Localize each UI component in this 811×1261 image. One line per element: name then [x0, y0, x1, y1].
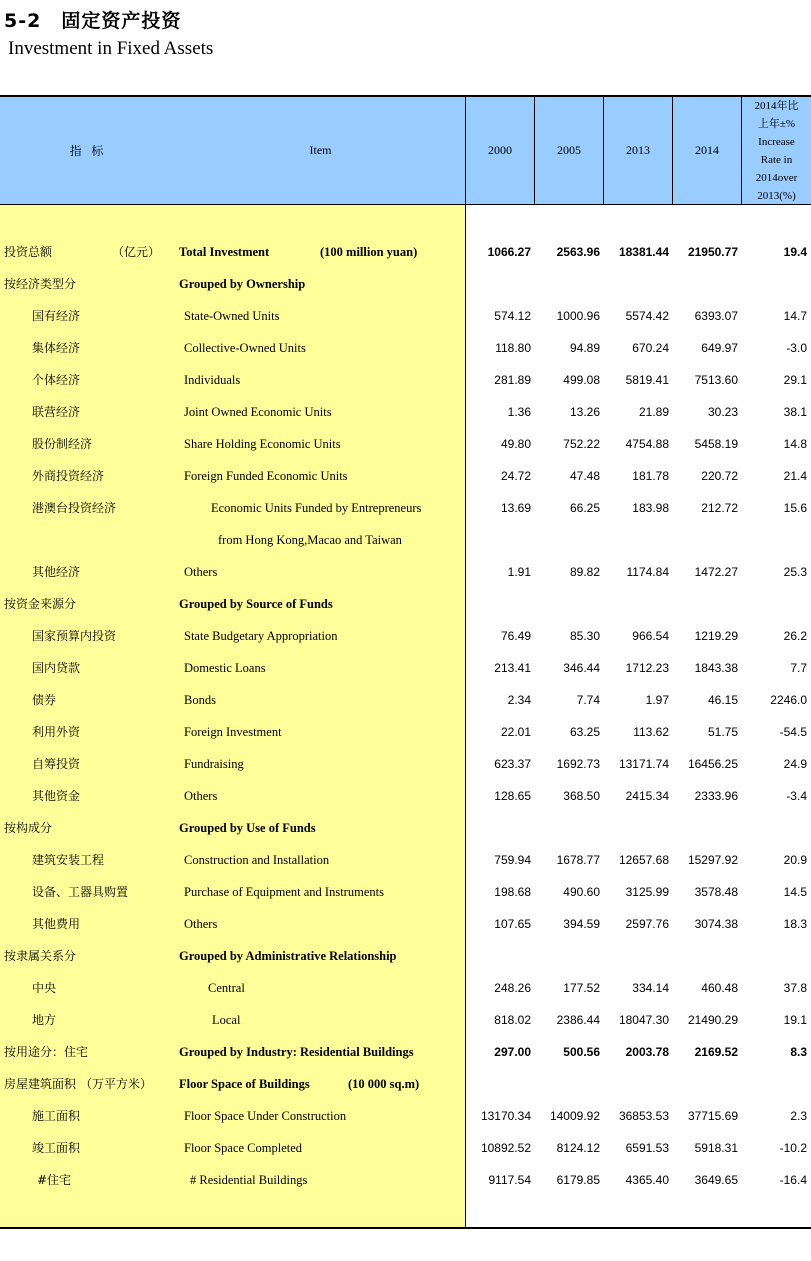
row-label-cn: 港澳台投资经济 [32, 501, 117, 515]
row-value: 21950.77 [687, 245, 738, 259]
table-row [0, 844, 811, 876]
table-row [0, 1164, 811, 1196]
row-value: 2246.0 [770, 693, 807, 707]
row-label-cn: 自筹投资 [32, 757, 81, 771]
row-label-cn: 债券 [32, 693, 57, 707]
rate-line: 2014年比 [754, 99, 799, 112]
row-label-cn: 按用途分：住宅 [4, 1045, 89, 1059]
row-value: 2003.78 [625, 1045, 669, 1059]
rate-line: Rate in [760, 153, 793, 166]
row-value: 1.91 [507, 565, 531, 579]
row-value: -16.4 [779, 1173, 807, 1187]
row-value: 24.72 [500, 469, 531, 483]
row-value: 183.98 [632, 501, 669, 515]
row-value: 13171.74 [618, 757, 669, 771]
row-label-en: Bonds [184, 693, 216, 707]
table-row [0, 940, 811, 972]
row-value: 2333.96 [694, 789, 738, 803]
row-value: 1066.27 [487, 245, 531, 259]
row-value: 38.1 [783, 405, 807, 419]
row-value: 7513.60 [694, 373, 738, 387]
row-value: 7.74 [576, 693, 600, 707]
row-value: 21.89 [638, 405, 669, 419]
row-label-cn: 个体经济 [32, 373, 81, 387]
row-label-en: Share Holding Economic Units [184, 437, 341, 451]
row-value: 94.89 [569, 341, 600, 355]
row-value: 24.9 [783, 757, 807, 771]
table-row [0, 620, 811, 652]
row-value: 1219.29 [694, 629, 738, 643]
row-value: 1.36 [507, 405, 531, 419]
row-value: 1.97 [645, 693, 669, 707]
row-label-cn: 国内贷款 [32, 661, 81, 675]
row-value: 14.7 [783, 309, 807, 323]
row-value: 10892.52 [480, 1141, 531, 1155]
row-value: 37715.69 [687, 1109, 738, 1123]
row-value: 220.72 [701, 469, 738, 483]
table-row [0, 588, 811, 620]
table-row [0, 908, 811, 940]
header-year-2000: 2000 [465, 97, 534, 204]
row-value: 346.44 [563, 661, 600, 675]
row-value: 37.8 [783, 981, 807, 995]
row-value: 6393.07 [694, 309, 738, 323]
row-label-en: Floor Space of Buildings [179, 1077, 310, 1091]
table-row [0, 1132, 811, 1164]
row-value: 6179.85 [556, 1173, 600, 1187]
table-row [0, 1100, 811, 1132]
table-header [0, 97, 811, 205]
row-label-en: Collective-Owned Units [184, 341, 306, 355]
row-label-en: Others [184, 789, 218, 803]
row-value: 49.80 [500, 437, 531, 451]
row-value: 2597.76 [625, 917, 669, 931]
row-label-cn: 建筑安装工程 [32, 853, 105, 867]
row-value: 623.37 [494, 757, 531, 771]
page-title-cn: 5-2 固定资产投资 [4, 10, 182, 32]
row-value: 29.1 [783, 373, 807, 387]
rate-line: Increase [758, 135, 795, 148]
row-value: 181.78 [632, 469, 669, 483]
row-label-en: from Hong Kong,Macao and Taiwan [218, 533, 402, 547]
row-label-cn: 联营经济 [32, 405, 81, 419]
row-value: 1678.77 [556, 853, 600, 867]
row-value: 85.30 [569, 629, 600, 643]
row-label-en: # Residential Buildings [190, 1173, 308, 1187]
row-unit-cn: （亿元） [112, 245, 161, 259]
row-value: 2.34 [507, 693, 531, 707]
row-label-cn: 股份制经济 [32, 437, 93, 451]
row-label-cn: 按隶属关系分 [4, 949, 77, 963]
row-value: 26.2 [783, 629, 807, 643]
table-row [0, 748, 811, 780]
row-value: 18381.44 [618, 245, 669, 259]
row-label-en: Total Investment [179, 245, 270, 259]
row-label-cn: 施工面积 [32, 1109, 81, 1123]
row-value: 499.08 [563, 373, 600, 387]
table-row [0, 972, 811, 1004]
row-label-cn: 利用外资 [32, 725, 81, 739]
row-label-en: Grouped by Administrative Relationship [179, 949, 397, 963]
row-label-cn: 竣工面积 [32, 1141, 81, 1155]
row-label-en: State Budgetary Appropriation [184, 629, 338, 643]
row-value: -54.5 [779, 725, 807, 739]
row-label-cn: 集体经济 [32, 341, 81, 355]
row-value: 19.1 [783, 1013, 807, 1027]
row-label-en: Fundraising [184, 757, 244, 771]
row-value: 25.3 [783, 565, 807, 579]
table-row [0, 524, 811, 556]
row-value: 18.3 [783, 917, 807, 931]
row-label-en: Grouped by Use of Funds [179, 821, 316, 835]
row-value: 13170.34 [480, 1109, 531, 1123]
row-value: 63.25 [569, 725, 600, 739]
row-label-cn: 国有经济 [32, 309, 81, 323]
row-value: -3.0 [786, 341, 807, 355]
row-unit-en: (100 million yuan) [320, 245, 418, 259]
row-value: 1472.27 [694, 565, 738, 579]
header-indicator: 指 标 [69, 144, 107, 158]
table-row [0, 556, 811, 588]
row-value: 177.52 [563, 981, 600, 995]
row-value: 89.82 [569, 565, 600, 579]
table-row [0, 1004, 811, 1036]
row-label-en: State-Owned Units [184, 309, 280, 323]
row-label-en: Others [184, 565, 218, 579]
row-label-cn: #住宅 [37, 1173, 72, 1187]
row-label-en: Joint Owned Economic Units [184, 405, 332, 419]
table-row [0, 492, 811, 524]
row-value: 3649.65 [694, 1173, 738, 1187]
row-value: 5918.31 [694, 1141, 738, 1155]
row-value: 14.8 [783, 437, 807, 451]
header-item: Item [309, 143, 332, 157]
row-value: 759.94 [494, 853, 531, 867]
table-row [0, 812, 811, 844]
row-label-en: Grouped by Industry: Residential Buildings [179, 1045, 414, 1059]
row-value: 3074.38 [694, 917, 738, 931]
rate-line: 上年±% [757, 117, 796, 130]
header-year-2005: 2005 [534, 97, 603, 204]
row-value: 76.49 [500, 629, 531, 643]
row-value: 113.62 [633, 725, 669, 739]
row-value: 7.7 [790, 661, 807, 675]
row-value: 1712.23 [625, 661, 669, 675]
row-label-cn: 国家预算内投资 [32, 629, 117, 643]
row-label-en: Foreign Funded Economic Units [184, 469, 348, 483]
row-label-en: Foreign Investment [184, 725, 282, 739]
table-row [0, 428, 811, 460]
row-value: 15.6 [783, 501, 807, 515]
row-value: -3.4 [786, 789, 807, 803]
row-value: 297.00 [494, 1045, 531, 1059]
row-value: -10.2 [779, 1141, 807, 1155]
row-value: 394.59 [563, 917, 600, 931]
table-row [0, 1036, 811, 1068]
row-value: 490.60 [563, 885, 600, 899]
row-value: 500.56 [563, 1045, 600, 1059]
table-row [0, 652, 811, 684]
row-value: 2.3 [790, 1109, 807, 1123]
row-value: 198.68 [494, 885, 531, 899]
table-row [0, 1068, 811, 1100]
row-label-cn: 按经济类型分 [4, 277, 77, 291]
header-increase-rate [741, 97, 811, 204]
row-value: 16456.25 [687, 757, 738, 771]
row-value: 649.97 [701, 341, 738, 355]
table-row [0, 716, 811, 748]
row-label-cn: 外商投资经济 [32, 469, 105, 483]
row-value: 3125.99 [625, 885, 669, 899]
table-row [0, 460, 811, 492]
row-value: 30.23 [707, 405, 738, 419]
header-year-2014: 2014 [672, 97, 741, 204]
row-label-en: Domestic Loans [184, 661, 266, 675]
row-value: 752.22 [563, 437, 600, 451]
row-value: 21.4 [783, 469, 807, 483]
row-value: 1692.73 [556, 757, 600, 771]
row-value: 47.48 [569, 469, 600, 483]
row-value: 6591.53 [625, 1141, 669, 1155]
row-label-cn: 地方 [32, 1013, 57, 1027]
row-value: 12657.68 [618, 853, 669, 867]
row-label-cn: 房屋建筑面积 [4, 1077, 77, 1091]
row-value: 670.24 [632, 341, 669, 355]
row-label-en: Others [184, 917, 218, 931]
row-value: 2563.96 [556, 245, 600, 259]
row-value: 18047.30 [618, 1013, 669, 1027]
row-unit-en: (10 000 sq.m) [348, 1077, 420, 1091]
row-value: 574.12 [494, 309, 531, 323]
row-value: 20.9 [783, 853, 807, 867]
row-label-en: Grouped by Ownership [179, 277, 306, 291]
row-value: 4754.88 [625, 437, 669, 451]
row-value: 8124.12 [556, 1141, 600, 1155]
row-value: 66.25 [569, 501, 600, 515]
row-value: 5574.42 [625, 309, 669, 323]
rate-line: 2013(%) [757, 189, 796, 202]
row-value: 22.01 [500, 725, 531, 739]
row-value: 36853.53 [618, 1109, 669, 1123]
row-unit-cn: （万平方米） [80, 1077, 153, 1091]
row-value: 107.65 [494, 917, 531, 931]
row-value: 21490.29 [687, 1013, 738, 1027]
row-value: 213.41 [494, 661, 531, 675]
row-label-cn: 按构成分 [4, 821, 53, 835]
row-value: 818.02 [494, 1013, 531, 1027]
row-value: 368.50 [563, 789, 600, 803]
row-label-cn: 设备、工器具购置 [32, 885, 129, 899]
row-value: 281.89 [494, 373, 531, 387]
row-value: 19.4 [783, 245, 807, 259]
row-label-en: Floor Space Under Construction [184, 1109, 347, 1123]
row-label-cn: 投资总额 [4, 245, 53, 259]
rate-line: 2014over [755, 171, 798, 184]
row-value: 8.3 [790, 1045, 807, 1059]
row-label-en: Floor Space Completed [184, 1141, 303, 1155]
row-value: 334.14 [632, 981, 669, 995]
row-value: 4365.40 [625, 1173, 669, 1187]
row-value: 14.5 [783, 885, 807, 899]
row-value: 1000.96 [556, 309, 600, 323]
row-value: 248.26 [494, 981, 531, 995]
row-value: 5819.41 [625, 373, 669, 387]
row-value: 2415.34 [625, 789, 669, 803]
row-value: 2386.44 [556, 1013, 600, 1027]
row-value: 15297.92 [687, 853, 738, 867]
row-label-en: Individuals [184, 373, 241, 387]
row-value: 13.26 [569, 405, 600, 419]
row-value: 1174.84 [626, 565, 669, 579]
row-value: 3578.48 [694, 885, 738, 899]
table-row [0, 268, 811, 300]
row-label-en: Purchase of Equipment and Instruments [184, 885, 384, 899]
row-value: 2169.52 [694, 1045, 738, 1059]
row-label-en: Local [212, 1013, 241, 1027]
row-label-cn: 其他经济 [32, 565, 81, 579]
header-year-2013: 2013 [603, 97, 672, 204]
row-value: 966.54 [632, 629, 669, 643]
row-value: 13.69 [500, 501, 531, 515]
table-row [0, 684, 811, 716]
row-label-en: Central [208, 981, 245, 995]
row-value: 118.80 [495, 341, 531, 355]
row-value: 51.75 [707, 725, 738, 739]
table-row [0, 364, 811, 396]
table-bottom-rule [0, 1227, 811, 1229]
row-label-en: Construction and Installation [184, 853, 330, 867]
row-label-cn: 其他费用 [32, 917, 81, 931]
page-title-en: Investment in Fixed Assets [8, 38, 214, 59]
row-label-cn: 按资金来源分 [4, 597, 77, 611]
row-value: 460.48 [701, 981, 738, 995]
row-label-en: Grouped by Source of Funds [179, 597, 333, 611]
row-value: 46.15 [707, 693, 738, 707]
table-row [0, 332, 811, 364]
row-value: 1843.38 [694, 661, 738, 675]
row-value: 128.65 [494, 789, 531, 803]
table-row [0, 236, 811, 268]
row-value: 14009.92 [549, 1109, 600, 1123]
row-label-en: Economic Units Funded by Entrepreneurs [211, 501, 422, 515]
table-row [0, 876, 811, 908]
row-value: 5458.19 [694, 437, 738, 451]
row-label-cn: 中央 [32, 981, 57, 995]
row-label-cn: 其他资金 [32, 789, 81, 803]
row-value: 212.72 [701, 501, 738, 515]
table-row [0, 780, 811, 812]
table-row [0, 300, 811, 332]
row-value: 9117.54 [488, 1173, 531, 1187]
table-row [0, 396, 811, 428]
